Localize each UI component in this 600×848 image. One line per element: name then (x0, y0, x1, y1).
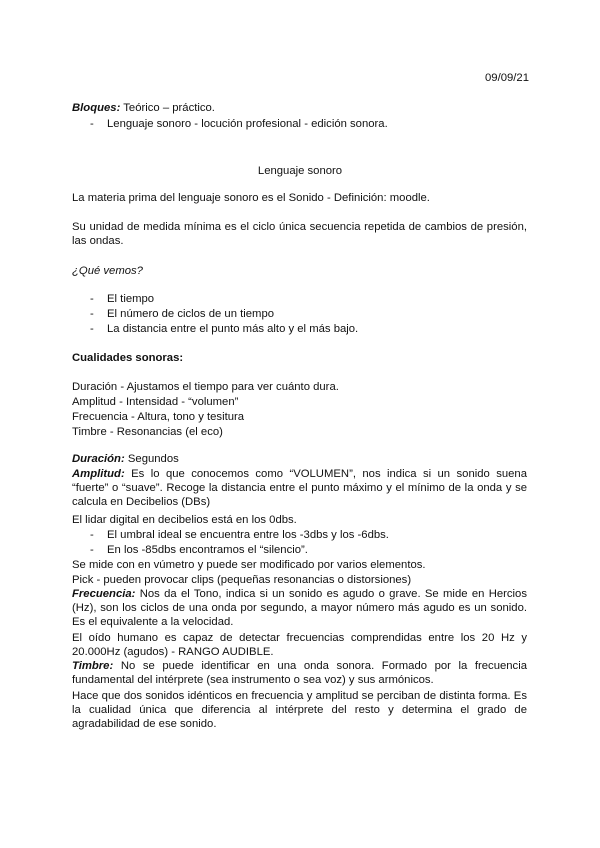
frecuencia-paragraph (72, 587, 527, 629)
bloques-text: Teórico – práctico. (120, 102, 215, 114)
bloques-item: Lenguaje sonoro - locución profesional - edición sonora. (107, 118, 388, 130)
final-paragraph: Hace que dos sonidos idénticos en frecuencia y amplitud se perciban de distinta forma. Es la cualidad única que diferencia al intérprete del resto y determina el grado de agradabilidad de ese sonido. (72, 690, 527, 730)
lidar-line: El lidar digital en decibelios está en los 0dbs. (72, 514, 297, 526)
quality-item: Amplitud - Intensidad - “volumen” (72, 396, 239, 408)
amplitud-paragraph (72, 467, 527, 509)
amplitud-label: Amplitud: (72, 468, 125, 480)
quality-item: Duración - Ajustamos el tiempo para ver cuánto dura. (72, 381, 339, 393)
pick-line: Pick - pueden provocar clips (pequeñas resonancias o distorsiones) (72, 574, 412, 586)
question-heading: ¿Qué vemos? (72, 265, 143, 277)
bullet-dash: - (90, 323, 94, 335)
bullet-dash: - (90, 544, 94, 556)
date: 09/09/21 (485, 72, 529, 84)
list-item: El umbral ideal se encuentra entre los -3dbs y los -6dbs. (107, 529, 389, 541)
timbre-text: No se puede identificar en una onda sonora. Formado por la frecuencia fundamental del intérprete (sea instrumento o sea voz) y sus armónicos. (72, 660, 527, 686)
intro-paragraph-2: Su unidad de medida mínima es el ciclo única secuencia repetida de cambios de presión, las ondas. (72, 221, 527, 247)
list-item: El tiempo (107, 293, 155, 305)
timbre-paragraph (72, 659, 527, 687)
frecuencia-text: Nos da el Tono, indica si un sonido es agudo o grave. Se mide en Hercios (Hz), son los ciclos de una onda por segundo, a mayor número más agudo es un sonido. Es el equivalente a la velocidad. (72, 588, 527, 628)
quality-item: Frecuencia - Altura, tono y tesitura (72, 411, 245, 423)
timbre-label: Timbre: (72, 660, 114, 672)
duracion-text: Segundos (124, 453, 179, 465)
frecuencia-label: Frecuencia: (72, 588, 136, 600)
list-item: La distancia entre el punto más alto y el más bajo. (107, 323, 359, 335)
bloques-line (72, 101, 215, 115)
bullet-dash: - (90, 293, 94, 305)
vumetro-line: Se mide con en vúmetro y puede ser modificado por varios elementos. (72, 559, 426, 571)
list-item: El número de ciclos de un tiempo (107, 308, 275, 320)
oido-paragraph: El oído humano es capaz de detectar frecuencias comprendidas entre los 20 Hz y 20.000Hz (agudos) - RANGO AUDIBLE. (72, 632, 527, 658)
qualities-heading: Cualidades sonoras: (72, 352, 184, 364)
bullet-dash: - (90, 308, 94, 320)
page-title: Lenguaje sonoro (257, 165, 343, 177)
bullet-dash: - (90, 118, 94, 130)
duracion-label: Duración: (72, 453, 125, 465)
amplitud-text: Es lo que conocemos como “VOLUMEN”, nos indica si un sonido suena “fuerte” o “suave”. Recoge la distancia entre el punto máximo y el mínimo de la onda y se calcula en Decibelios (DBs) (72, 468, 527, 508)
bloques-label: Bloques: (72, 102, 121, 114)
list-item: En los -85dbs encontramos el “silencio”. (107, 544, 308, 556)
duracion-line (72, 452, 179, 466)
intro-paragraph-1: La materia prima del lenguaje sonoro es el Sonido - Definición: moodle. (72, 192, 430, 204)
quality-item: Timbre - Resonancias (el eco) (72, 426, 223, 438)
bullet-dash: - (90, 529, 94, 541)
